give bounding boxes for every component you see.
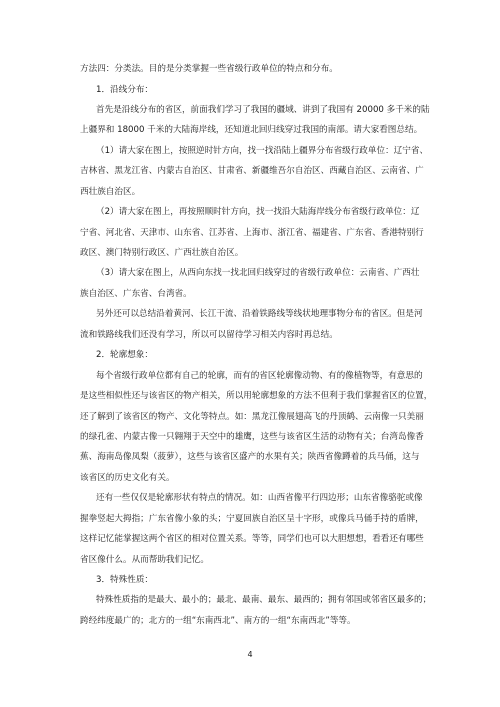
text-line: 流和铁路线我们还没有学习，所以可以留待学习相关内容时再总结。 (80, 330, 338, 340)
text-line: 上疆界和 18000 千米的大陆海岸线，还知道北回归线穿过我国的南部。请大家看图总结。 (80, 125, 423, 135)
page-number: 4 (247, 650, 253, 659)
text-line: 政区、澳门特别行政区、广西壮族自治区。 (80, 248, 244, 258)
section-heading: 3．特殊性质： (96, 575, 154, 585)
text-line: 省区像什么。从而帮助我们记忆。 (80, 555, 209, 565)
text-line: 吉林省、黑龙江省、内蒙古自治区、甘肃省、新疆维吾尔自治区、西藏自治区、云南省、广 (80, 166, 424, 176)
text-line: 是这些相似性还与该省区的物产相关，所以用轮廓想象的方法不但利于我们掌握省区的位置， (80, 391, 433, 401)
text-line: 还了解到了该省区的物产、文化等特点。如：黑龙江像展翅高飞的丹顶鹤、云南像一只美丽 (80, 412, 424, 422)
text-line: 握拳竖起大拇指；广东省像小象的头；宁夏回族自治区呈十字形，或像兵马俑手持的盾牌， (80, 514, 424, 524)
text-line: （1）请大家在图上，按照逆时针方向，找一找沿陆上疆界分布省级行政单位：辽宁省、 (96, 146, 429, 156)
section-heading: 1．沿线分布： (96, 85, 154, 95)
text-line: 该省区的历史文化有关。 (80, 473, 175, 483)
text-line: 特殊性质指的是最大、最小的；最北、最南、最东、最西的；拥有邻国或邻省区最多的； (96, 595, 432, 605)
text-line: 首先是沿线分布的省区，前面我们学习了我国的疆域、讲到了我国有 20000 多千米的陆 (96, 105, 430, 115)
text-line: 这样记忆能掌握这两个省区的相对位置关系。等等，同学们也可以大胆想想，看看还有哪些 (80, 534, 424, 544)
text-line: （3）请大家在图上，从西向东找一找北回归线穿过的省级行政单位：云南省、广西壮 (96, 268, 420, 278)
text-line: （2）请大家在图上，再按照顺时针方向，找一找沿大陆海岸线分布省级行政单位：辽 (96, 207, 420, 217)
text-line: 每个省级行政单位都有自己的轮廓，而有的省区轮廓像动物、有的像植物等，有意思的 (96, 371, 423, 381)
text-line: 还有一些仅仅是轮廓形状有特点的情况。如：山西省像平行四边形；山东省像骆驼或像 (96, 493, 423, 503)
text-line: 的绿孔雀、内蒙古像一只翱翔于天空中的雄鹰，这些与该省区生活的动物有关；台湾岛像香 (80, 432, 424, 442)
text-line: 宁省、河北省、天津市、山东省、江苏省、上海市、浙江省、福建省、广东省、香港特别行 (80, 228, 424, 238)
text-line: 另外还可以总结沿着黄河、长江干流、沿着铁路线等线状地理事物分布的省区。但是河 (96, 309, 423, 319)
text-line: 西壮族自治区。 (80, 187, 141, 197)
text-line: 跨经纬度最广的；北方的一组“东南西北”、南方的一组“东南西北”等等。 (80, 616, 356, 626)
text-line: 族自治区、广东省、台湾省。 (80, 289, 192, 299)
text-line: 方法四：分类法。目的是分类掌握一些省级行政单位的特点和分布。 (80, 64, 338, 74)
text-line: 蕉、海南岛像凤梨（菠萝），这些与该省区盛产的水果有关；陕西省像蹲着的兵马俑，这与 (80, 452, 420, 462)
section-heading: 2．轮廓想象： (96, 350, 154, 360)
